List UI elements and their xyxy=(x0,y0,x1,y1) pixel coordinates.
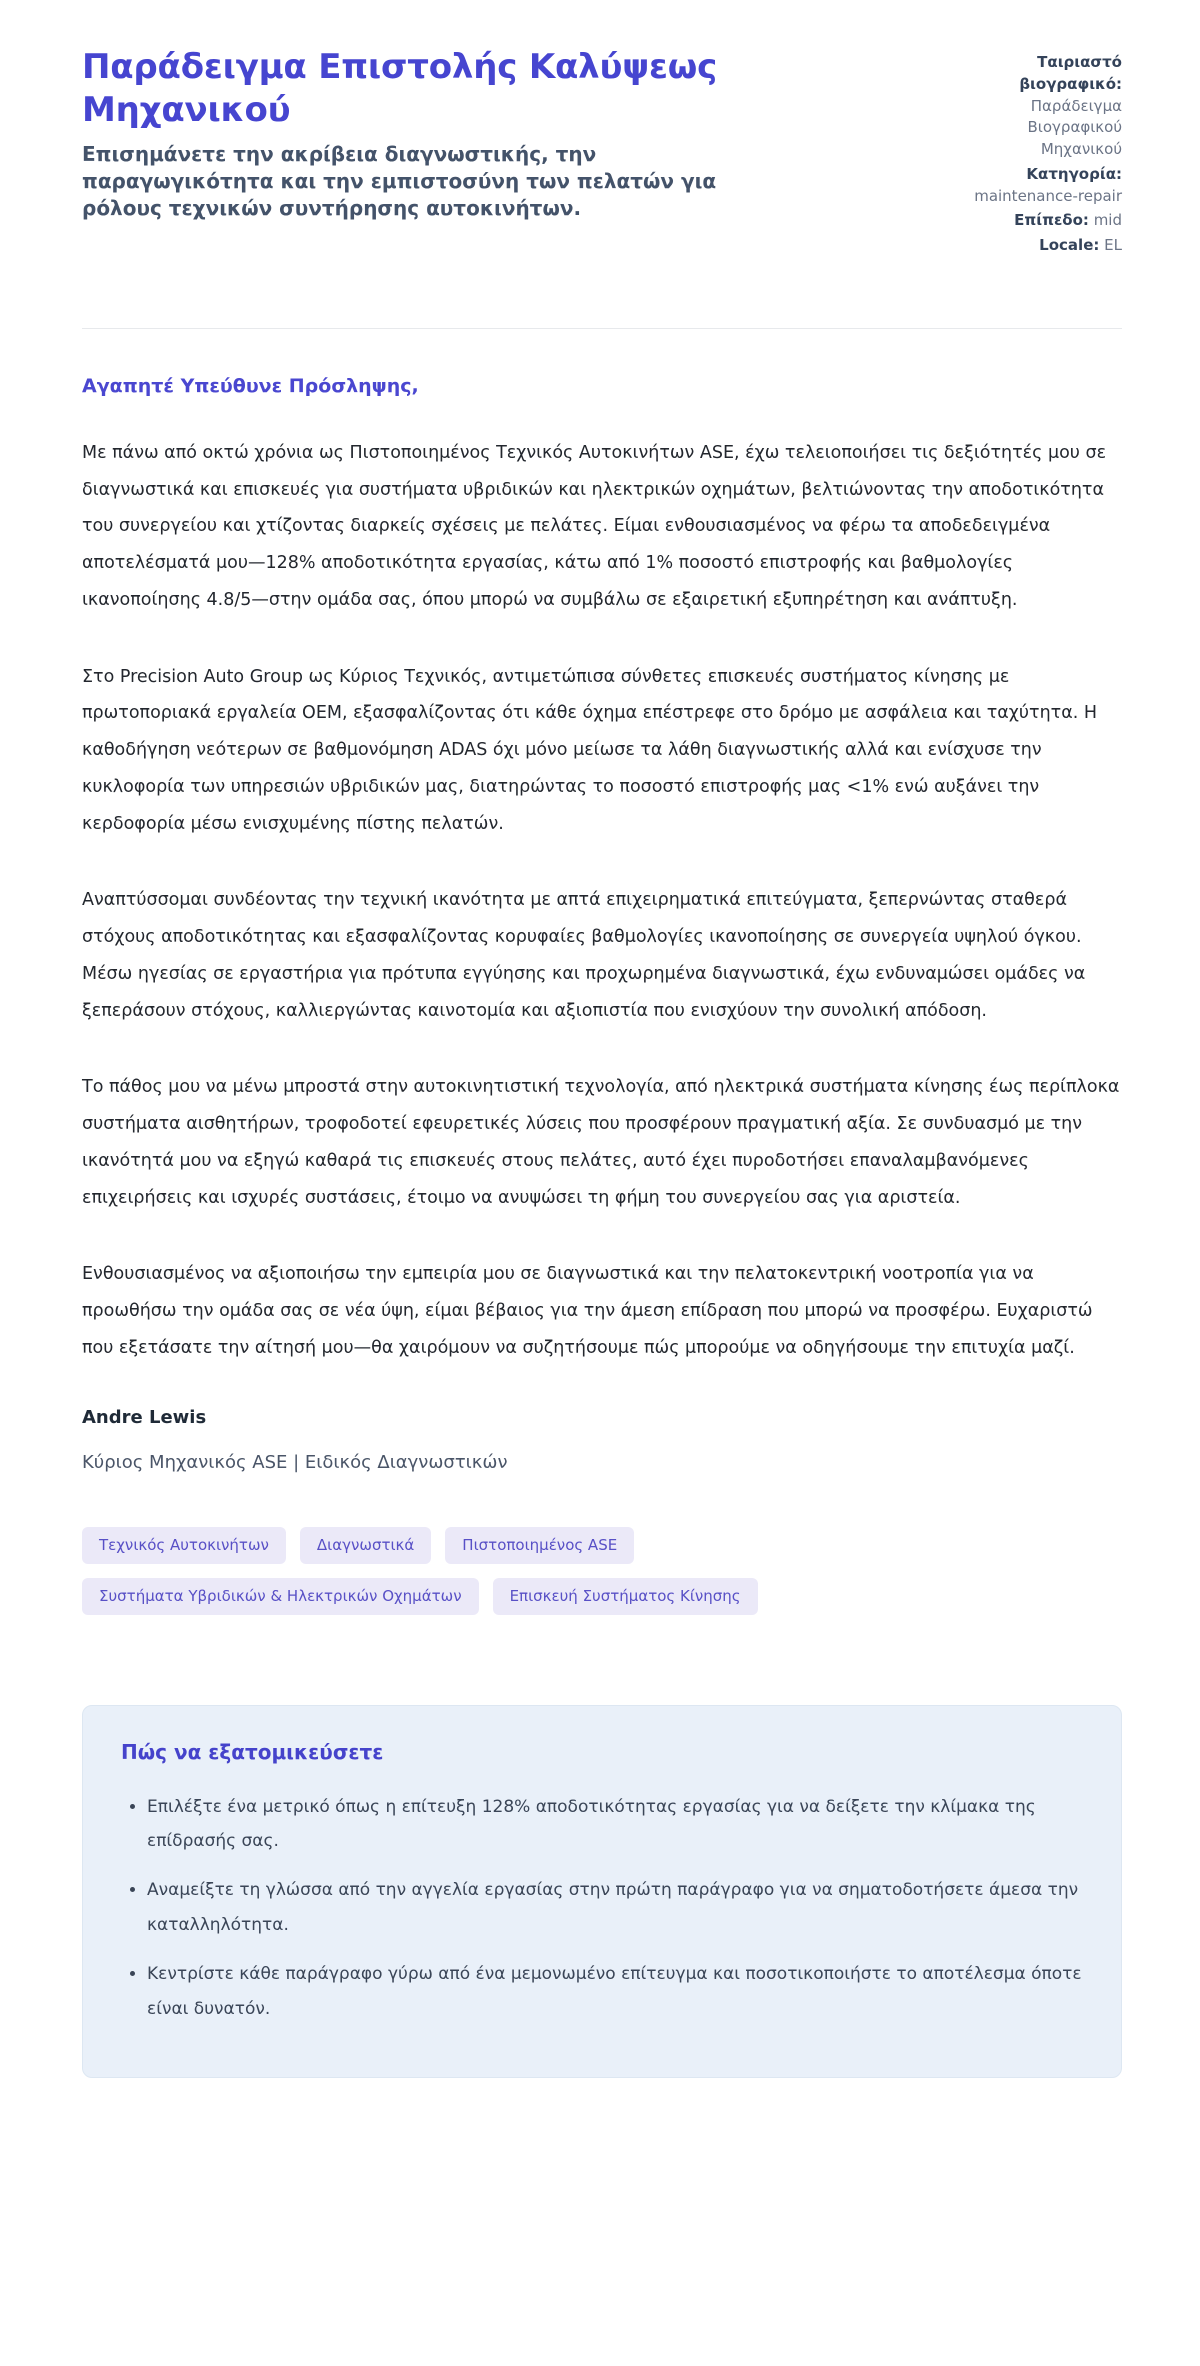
meta-category-label: Κατηγορία: xyxy=(1026,164,1122,183)
meta-panel xyxy=(944,46,1122,260)
signature-title: Κύριος Μηχανικός ASE | Ειδικός Διαγνωστικών xyxy=(82,1451,508,1473)
meta-matching-resume-label: Ταιριαστό βιογραφικό: xyxy=(1019,53,1122,93)
tip-item: • Αναμείξτε τη γλώσσα από την αγγελία εργασίας στην πρώτη παράγραφο για να σηματοδοτήσετε άμεσα την καταλληλότητα. xyxy=(147,1873,1083,1943)
meta-category xyxy=(944,164,1122,208)
page-header xyxy=(82,46,1122,260)
header-title-block xyxy=(82,46,852,222)
page-subtitle: Επισημάνετε την ακρίβεια διαγνωστικής, την παραγωγικότητα και την εμπιστοσύνη των πελατών για ρόλους τεχνικών συντήρησης αυτοκινήτων. xyxy=(82,141,717,221)
meta-matching-resume xyxy=(944,52,1122,161)
letter-paragraph: Στο Precision Auto Group ως Κύριος Τεχνικός, αντιμετώπισα σύνθετες επισκευές συστήματος κίνησης με πρωτοποριακά εργαλεία OEM, εξασφαλίζοντας ότι κάθε όχημα επέστρεφε στο δρόμο με ασφάλεια και ταχύτητα. Η καθοδήγηση νεότερων σε βαθμονόμηση ADAS όχι μόνο μείωσε τα λάθη διαγνωστικής αλλά και ενίσχυσε την κυκλοφορία των υπηρεσιών υβριδικών μας, διατηρώντας το ποσοστό επιστροφής μας <1% ενώ αυξάνει την κερδοφορία μέσω ενισχυμένης πίστης πελατών. xyxy=(82,666,1098,834)
meta-matching-resume-link[interactable]: Παράδειγμα Βιογραφικού Μηχανικού xyxy=(1027,96,1122,158)
tag-list xyxy=(82,1527,802,1615)
meta-locale-value: EL xyxy=(1104,236,1122,254)
tag-chip: Διαγνωστικά xyxy=(300,1527,431,1564)
letter-greeting: Αγαπητέ Υπεύθυνε Πρόσληψης, xyxy=(82,374,419,397)
tag-chip: Επισκευή Συστήματος Κίνησης xyxy=(493,1578,758,1615)
letter-paragraph: Το πάθος μου να μένω μπροστά στην αυτοκινητιστική τεχνολογία, από ηλεκτρικά συστήματα κίνησης έως περίπλοκα συστήματα αισθητήρων, τροφοδοτεί εφευρετικές λύσεις που προσφέρουν πραγματική αξία. Σε συνδυασμό με την ικανότητά μου να εξηγώ καθαρά τις επισκευές στους πελάτες, αυτό έχει πυροδοτήσει επαναλαμβανόμενες επιχειρήσεις και ισχυρές συστάσεις, έτοιμο να ανυψώσει τη φήμη του συνεργείου σας για αριστεία. xyxy=(82,1077,1120,1208)
letter-paragraph: Με πάνω από οκτώ χρόνια ως Πιστοποιημένος Τεχνικός Αυτοκινήτων ASE, έχω τελειοποιήσει τις δεξιότητές μου σε διαγνωστικά και επισκευές για συστήματα υβριδικών και ηλεκτρικών οχημάτων, βελτιώνοντας την αποδοτικότητα του συνεργείου και χτίζοντας διαρκείς σχέσεις με πελάτες. Είμαι ενθουσιασμένος να φέρω τα αποδεδειγμένα αποτελέσματά μου—128% αποδοτικότητα εργασίας, κάτω από 1% ποσοστό επιστροφής και βαθμολογίες ικανοποίησης 4.8/5—στην ομάδα σας, όπου μπορώ να συμβάλω σε εξαιρετική εξυπηρέτηση και ανάπτυξη. xyxy=(82,442,1107,610)
tips-list xyxy=(121,1790,1083,2027)
customization-tips-box xyxy=(82,1705,1122,2078)
tag-chip: Τεχνικός Αυτοκινήτων xyxy=(82,1527,286,1564)
letter-paragraph: Αναπτύσσομαι συνδέοντας την τεχνική ικανότητα με απτά επιχειρηματικά επιτεύγματα, ξεπερνώντας σταθερά στόχους αποδοτικότητας και εξασφαλίζοντας κορυφαίες βαθμολογίες ικανοποίησης σε συνεργεία υψηλού όγκου. Μέσω ηγεσίας σε εργαστήρια για πρότυπα εγγύησης και προχωρημένα διαγνωστικά, έχω ενδυναμώσει ομάδες να ξεπεράσουν στόχους, καλλιεργώντας καινοτομία και αξιοπιστία που ενισχύουν την συνολική απόδοση. xyxy=(82,890,1086,1021)
page-title: Παράδειγμα Επιστολής Καλύψεως Μηχανικού xyxy=(82,47,718,130)
letter-paragraph: Ενθουσιασμένος να αξιοποιήσω την εμπειρία μου σε διαγνωστικά και την πελατοκεντρική νοοτροπία για να προωθήσω την ομάδα σας σε νέα ύψη, είμαι βέβαιος για την άμεση επίδραση που μπορώ να προσφέρω. Ευχαριστώ που εξετάσατε την αίτησή μου—θα χαιρόμουν να συζητήσουμε πώς μπορούμε να οδηγήσουμε την επιτυχία μαζί. xyxy=(82,1264,1093,1358)
tag-chip: Συστήματα Υβριδικών & Ηλεκτρικών Οχημάτων xyxy=(82,1578,479,1615)
meta-level-value: mid xyxy=(1093,211,1122,230)
meta-category-value: maintenance-repair xyxy=(974,186,1122,205)
meta-level-label: Επίπεδο: xyxy=(1014,211,1089,230)
header-divider xyxy=(82,328,1122,329)
tip-item: • Κεντρίστε κάθε παράγραφο γύρω από ένα μεμονωμένο επίτευγμα και ποσοτικοποιήστε το αποτέλεσμα όποτε είναι δυνατόν. xyxy=(147,1957,1083,2027)
meta-locale xyxy=(944,235,1122,257)
tips-title: Πώς να εξατομικεύσετε xyxy=(121,1739,384,1764)
signature-name: Andre Lewis xyxy=(82,1406,207,1428)
meta-locale-label: Locale: xyxy=(1039,236,1100,254)
meta-level xyxy=(944,210,1122,232)
cover-letter-body xyxy=(82,375,1122,1473)
tip-item: • Επιλέξτε ένα μετρικό όπως η επίτευξη 128% αποδοτικότητας εργασίας για να δείξετε την κλίμακα της επίδρασής σας. xyxy=(147,1790,1083,1860)
tag-chip: Πιστοποιημένος ASE xyxy=(445,1527,634,1564)
